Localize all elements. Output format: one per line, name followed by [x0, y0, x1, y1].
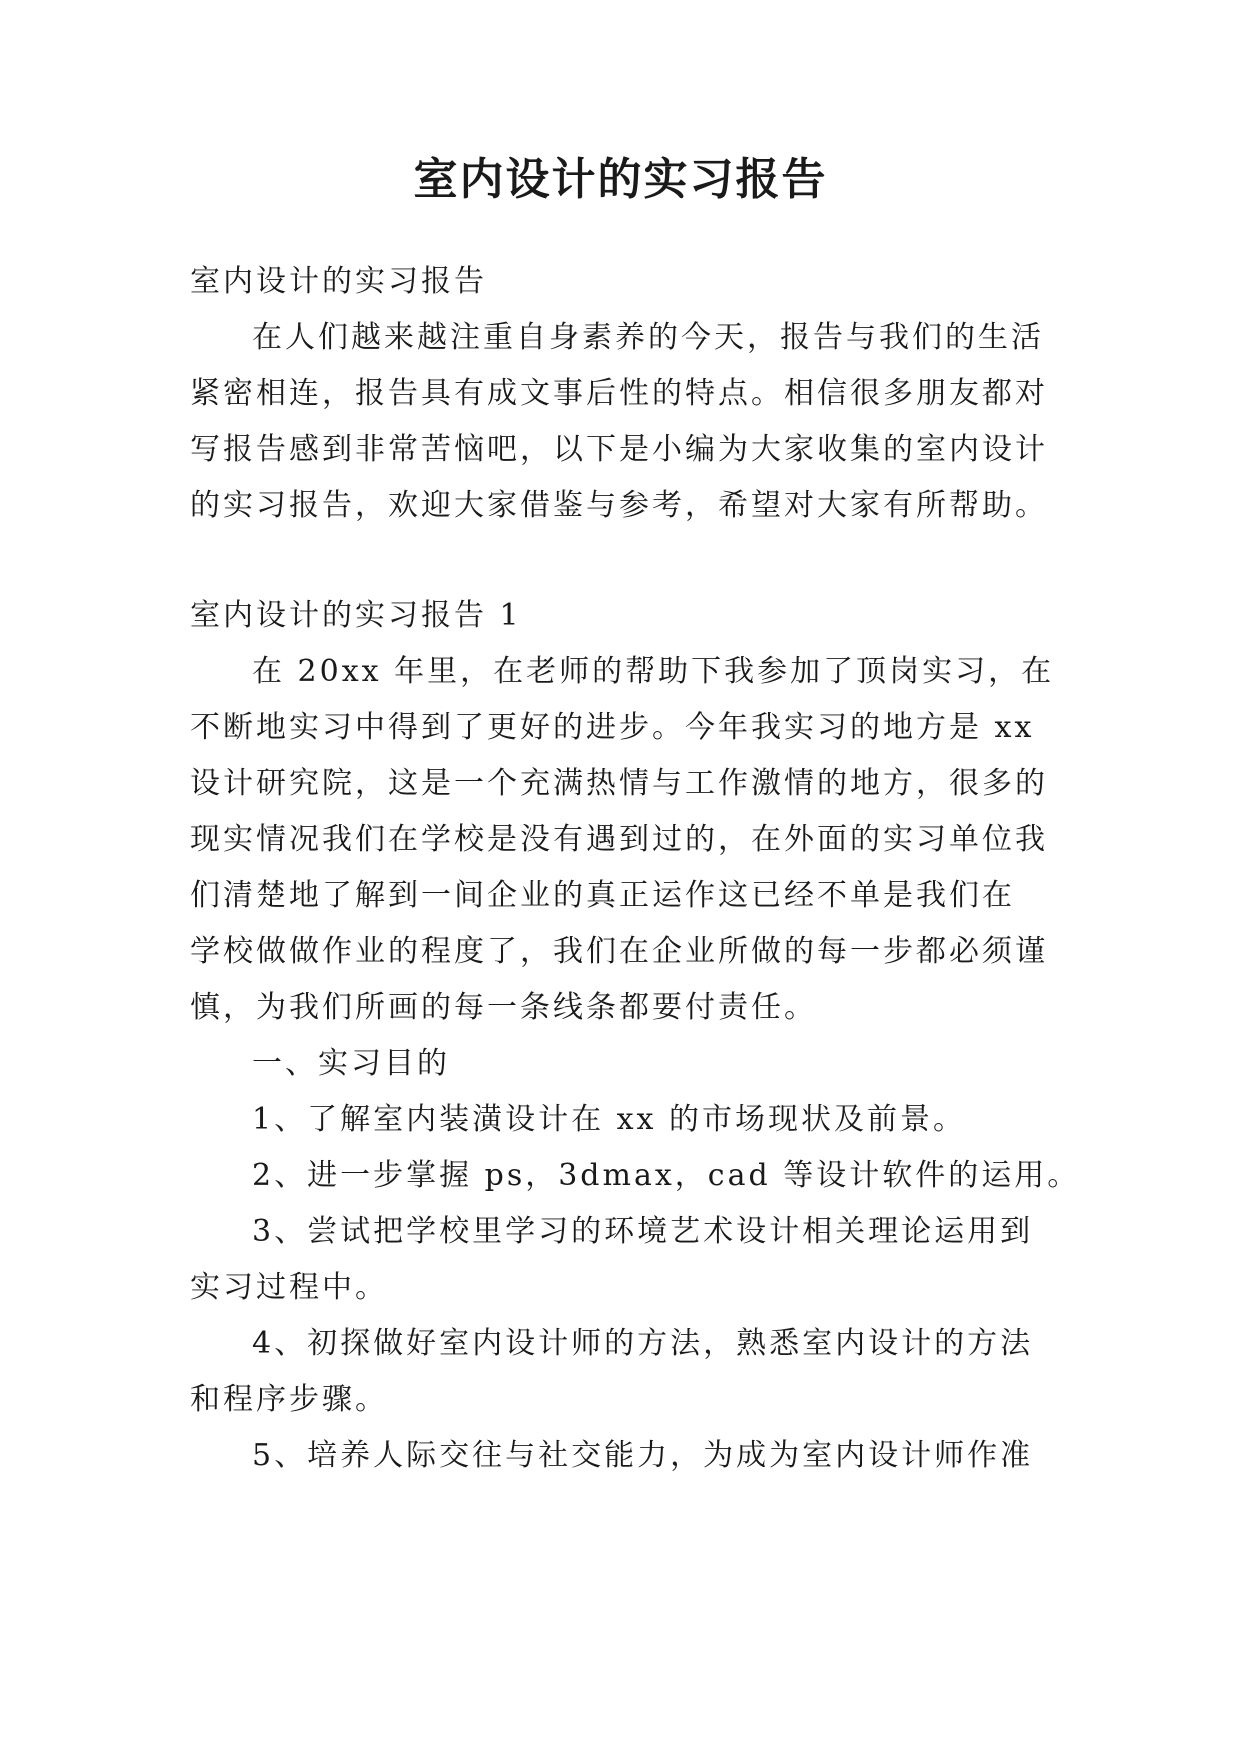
list-item: 4、初探做好室内设计师的方法，熟悉室内设计的方法 — [252, 1326, 1034, 1361]
paragraph-line: 在人们越来越注重自身素养的今天，报告与我们的生活 — [252, 320, 1044, 355]
paragraph-line: 慎，为我们所画的每一条线条都要付责任。 — [190, 990, 817, 1025]
paragraph-line: 在 20xx 年里，在老师的帮助下我参加了顶岗实习，在 — [252, 654, 1055, 689]
list-item-continuation: 和程序步骤。 — [190, 1382, 388, 1417]
paragraph-line: 的实习报告，欢迎大家借鉴与参考，希望对大家有所帮助。 — [190, 488, 1048, 523]
paragraph-line: 现实情况我们在学校是没有遇到过的，在外面的实习单位我 — [190, 822, 1048, 857]
list-item: 2、进一步掌握 ps，3dmax，cad 等设计软件的运用。 — [252, 1158, 1081, 1193]
paragraph-line: 设计研究院，这是一个充满热情与工作激情的地方，很多的 — [190, 766, 1048, 801]
paragraph-line: 不断地实习中得到了更好的进步。今年我实习的地方是 xx — [190, 710, 1035, 745]
section-heading: 室内设计的实习报告 1 — [190, 598, 522, 633]
paragraph-line: 们清楚地了解到一间企业的真正运作这已经不单是我们在 — [190, 878, 1015, 913]
list-item: 3、尝试把学校里学习的环境艺术设计相关理论运用到 — [252, 1214, 1034, 1249]
intro-heading: 室内设计的实习报告 — [190, 264, 487, 299]
list-item: 1、了解室内装潢设计在 xx 的市场现状及前景。 — [252, 1102, 966, 1137]
subsection-heading: 一、实习目的 — [252, 1046, 450, 1081]
paragraph-line: 学校做做作业的程度了，我们在企业所做的每一步都必须谨 — [190, 934, 1048, 969]
list-item-continuation: 实习过程中。 — [190, 1270, 388, 1305]
list-item: 5、培养人际交往与社交能力，为成为室内设计师作准 — [252, 1438, 1034, 1473]
paragraph-line: 写报告感到非常苦恼吧，以下是小编为大家收集的室内设计 — [190, 432, 1048, 467]
document-title: 室内设计的实习报告 — [413, 154, 828, 205]
paragraph-line: 紧密相连，报告具有成文事后性的特点。相信很多朋友都对 — [190, 376, 1048, 411]
